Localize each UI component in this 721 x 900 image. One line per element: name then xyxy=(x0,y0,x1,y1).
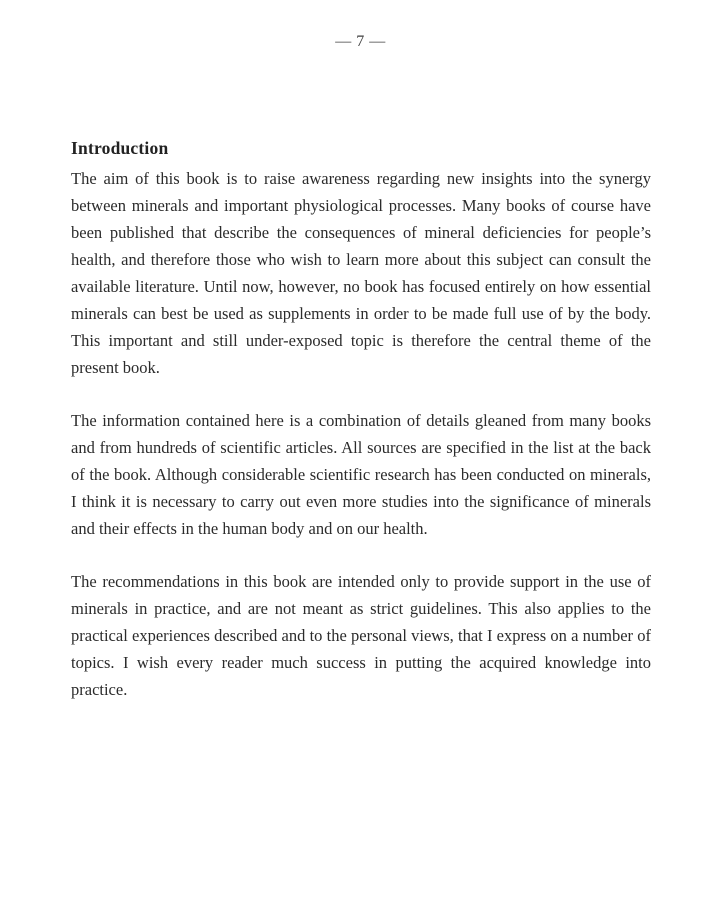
page-number: — 7 — xyxy=(335,33,386,50)
paragraph: The information contained here is a combination of details gleaned from many books and from hundreds of scientific articles. All sources are specified in the list at the back of the book. Although considerable scientific research has been conducted on minerals, I think it is necessary to carry out even more studies into the significance of minerals and their effects in the human body and on our health. xyxy=(71,411,651,538)
page-content xyxy=(71,136,651,703)
paragraph: The recommendations in this book are intended only to provide support in the use of minerals in practice, and are not meant as strict guidelines. This also applies to the practical experiences described and to the personal views, that I express on a number of topics. I wish every reader much success in putting the acquired knowledge into practice. xyxy=(71,572,651,699)
paragraph: The aim of this book is to raise awareness regarding new insights into the synergy between minerals and important physiological processes. Many books of course have been published that describe the consequences of mineral deficiencies for people’s health, and therefore those who wish to learn more about this subject can consult the available literature. Until now, however, no book has focused entirely on how essential minerals can best be used as supplements in order to be made full use of by the body. This important and still under-exposed topic is therefore the central theme of the present book. xyxy=(71,169,651,377)
section-heading: Introduction xyxy=(71,138,169,158)
